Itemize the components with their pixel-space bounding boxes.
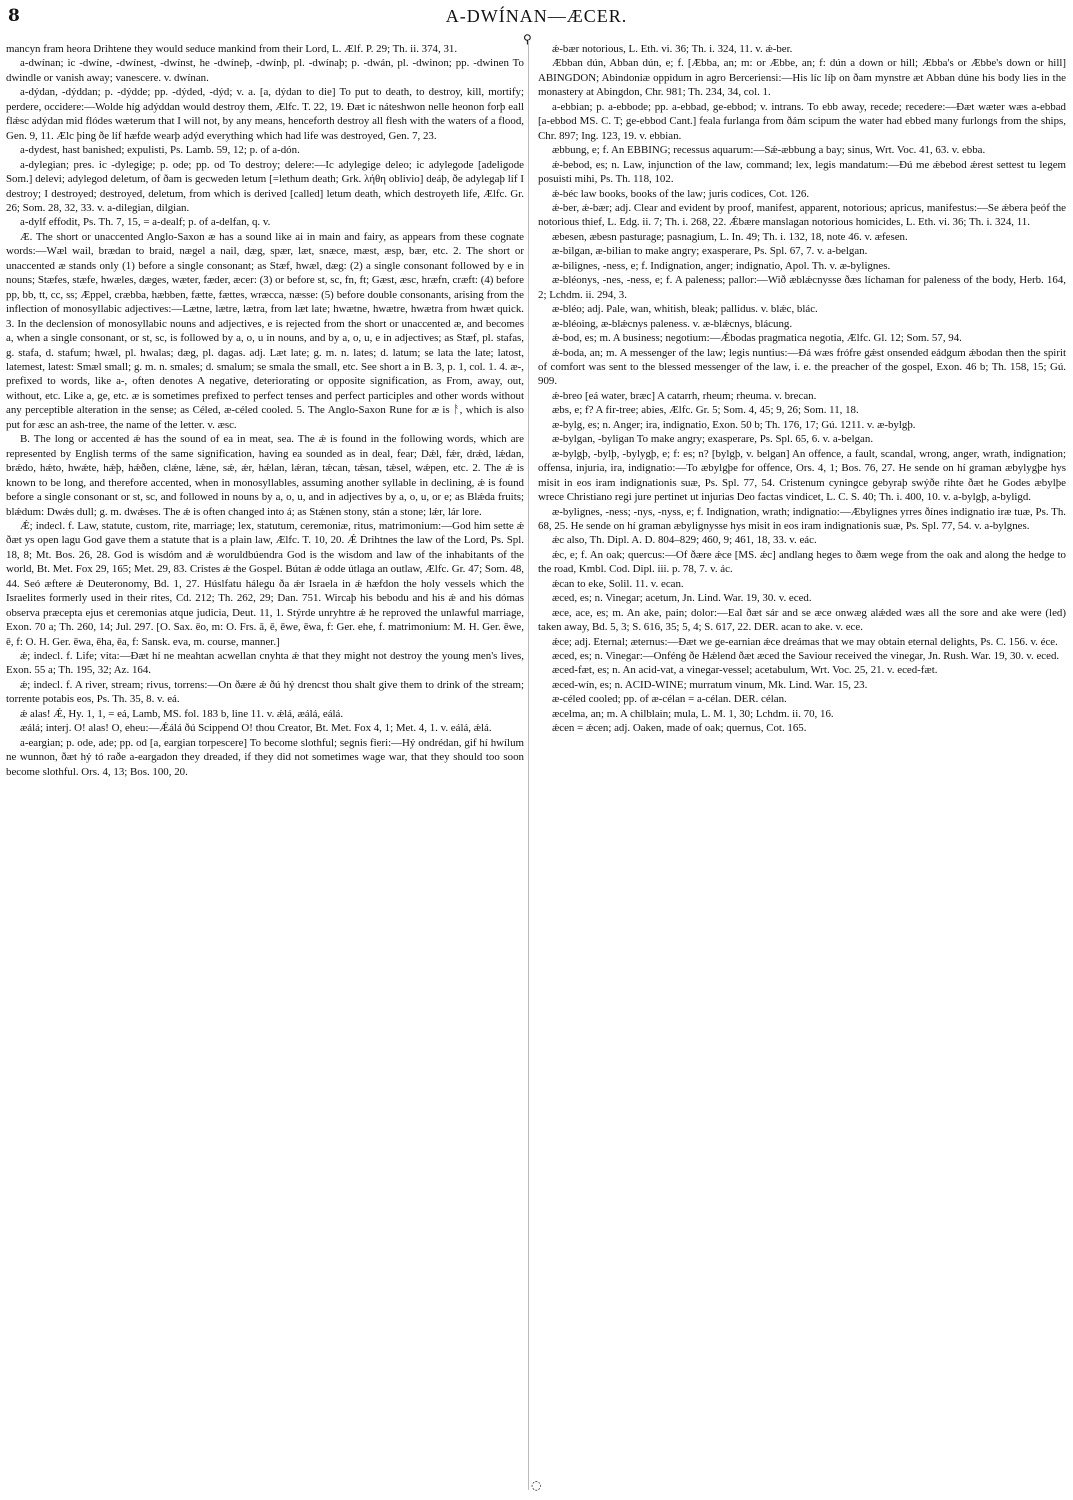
- dictionary-entry: æbs, e; f? A fir-tree; abies, Ælfc. Gr. 5; Som. 4, 45; 9, 26; Som. 11, 18.: [552, 404, 859, 417]
- dictionary-entry: ǽc, e; f. An oak; quercus:—Of ðære ǽce [MS. ǽc] andlang heges to ðæm wege from the oak and along the hedge to the road, Kmbl. Cod. Dipl. iii. p. 78, 7. v. ác.: [538, 548, 1066, 576]
- dictionary-entry: æcelma, an; m. A chilblain; mula, L. M. 1, 30; Lchdm. ii. 70, 16.: [552, 707, 834, 720]
- dictionary-entry: æced-wín, es; n. ACID-WINE; murratum vinum, Mk. Lind. War. 15, 23.: [552, 678, 868, 691]
- dictionary-entry: ǽ-breo [eá water, bræc] A catarrh, rheum; rheuma. v. brecan.: [552, 389, 817, 402]
- dictionary-entry: a-dydest, hast banished; expulisti, Ps. Lamb. 59, 12; p. of a-dón.: [20, 144, 300, 157]
- dictionary-entry: a-dylf effodit, Ps. Th. 7, 15, = a-dealf; p. of a-delfan, q. v.: [20, 216, 271, 229]
- page-header: [0, 4, 1073, 34]
- right-column: [538, 42, 1066, 1490]
- dictionary-entry: a-dylegian; pres. ic -dylegige; p. ode; pp. od To destroy; delere:—Ic adylegige deleo; ic adylegode [adeligode Som.] delevi; adylegod deletum, of ðam is gecweden letum [=lethum death; Grk. λήθη oblivio] deáþ, ðe adylegaþ líf I destroy; I destroyed; destroyed, deletum, from which is derived [called] letum death, which destroyeth life, Ælfc. Gr. 26; Som. 28, 32, 33. v. a-dilegian, dilgian.: [6, 158, 524, 214]
- dictionary-entry: a-ebbian; p. a-ebbode; pp. a-ebbad, ge-ebbod; v. intrans. To ebb away, recede; recedere:—Ðæt wæter wæs a-ebbad [a-ebbod MS. C. T; ge-ebbod Cant.] feala furlanga from ðám scipum the water had ebbed many furlongs from the ships, Chr. 897; Ing. 123, 19. v. ebbian.: [538, 100, 1066, 142]
- dictionary-entry: æ-bléo; adj. Pale, wan, whitish, bleak; pallidus. v. blǽc, blác.: [552, 303, 818, 316]
- dictionary-entry: æ-bléoing, æ-blǽcnys paleness. v. æ-blǽcnys, blácung.: [552, 317, 793, 330]
- dictionary-entry: mancyn fram heora Drihtene they would seduce mankind from their Lord, L. Ælf. P. 29; Th. ii. 374, 31.: [6, 43, 458, 55]
- dictionary-entry: ǽ-bod, es; m. A business; negotium:—Ǽbodas pragmatica negotia, Ælfc. Gl. 12; Som. 57, 94.: [552, 332, 962, 345]
- dictionary-entry: a-eargian; p. ode, ade; pp. od [a, eargian torpescere] To become slothful; segnis fieri:—Hý ondrédan, gif hí hwílum ne wunnon, ðæt hý tó raðe a-eargadon they dreaded, if they did not sometimes wage war, that they should too soon become slothful. Ors. 4, 13; Bos. 100, 20.: [6, 736, 524, 778]
- dictionary-entry: ǽ; indecl. f. Life; vita:—Ðæt hí ne meahtan acwellan cnyhta ǽ that they might not destroy the young men's lives, Exon. 55 a; Th. 195, 32; Az. 164.: [6, 650, 524, 677]
- dictionary-entry: a-dýdan, -dýddan; p. -dýdde; pp. -dýded, -dýd; v. a. [a, dýdan to die] To put to death, to destroy, kill, mortify; perdere, occidere:—Wolde híg adýddan would destroy them, Ælfc. T. 22, 19. Ðæt ic náteshwon nelle heonon forþ eall flǽsc adýdan mid flódes wæterum that I will not, by any means, henceforth destroy all flesh with the waters of a flood, Gen. 9, 11. Ælc þing ðe líf hæfde wearþ adýd everything which had life was destroyed, Gen. 7, 23.: [6, 86, 524, 142]
- dictionary-entry: æced, es; n. Vinegar:—Onféng ðe Hǽlend ðæt æced the Saviour received the vinegar, Jn. Rush. War. 19, 30. v. eced.: [552, 650, 1060, 663]
- dictionary-entry: ǽ-ber, ǽ-bær; adj. Clear and evident by proof, manifest, apparent, notorious; apricus, manifestus:—Se ǽbera þeóf the notorious thief, L. Edg. ii. 7; Th. i. 268, 22. Ǽbære manslagan notorious homicides, L. Eth. vi. 36; Th. i. 324, 11.: [538, 201, 1066, 229]
- dictionary-entry: ǽce; adj. Eternal; æternus:—Ðæt we ge-earnian ǽce dreámas that we may obtain eternal delights, Ps. C. 156. v. éce.: [552, 635, 1058, 648]
- dictionary-entry: ǽ-bær notorious, L. Eth. vi. 36; Th. i. 324, 11. v. ǽ-ber.: [552, 43, 793, 55]
- dictionary-entry: æ-céled cooled; pp. of æ-célan = a-célan. DER. célan.: [552, 693, 787, 706]
- dictionary-entry: Æ. The short or unaccented Anglo-Saxon æ has a sound like ai in main and fairy, as appears from these cognate words:—Wæl wail, brædan to braid, nægel a nail, dæg, spær, læt, snæce, mæst, æsp, bær, etc. 2. The short or unaccented æ stands only (1) before a single consonant; as Stæf, hwæl, dæg: (2) a single consonant followed by e in nouns; Stæfes, stæfe, hwæles, dæges, wæter, fæder, æcer: (3) or before st, sc, fn, ft; Gæst, æsc, hræfn, cræft: (4) before pp, bb, tt, cc, ss; Æppel, cræbba, hæbben, fætte, fættes, wræcca, næsse: (5) before double consonants, arising from the inflection of monosyllabic adjectives:—Lætne, lætre, lætra, from læt late; hwætne, hwætre, hwætra from hwæt quick. 3. In the declension of monosyllabic nouns and adjectives, e is rejected from the short or unaccented æ, and becomes a, when a single consonant, or st, sc, is followed by a, o, u in nouns, and by a, o, u, e in adjectives; as Stæf, pl. stafas, g. stafa, d. stafum; hwæl, pl. hwalas; dæg, pl. dagas. adj. Læt late; g. m. n. lates; d. latum; se lata the late; latost, latemest, latest: Smæl small; g. m. n. smales; d. smalum; se smala the small, etc. See short a in B. 3, p. 1, col. 1. 4. æ-, prefixed to words, like a-, often denotes A negative, deteriorating or opposite signification, as From, away, out, without, etc. Like a, ge, etc. æ is sometimes prefixed to perfect tenses and perfect participles and other words without any perceptible alteration in the sense; as Céled, æ-céled cooled. 5. The Anglo-Saxon Rune for æ is ᚨ, which is also put for æsc an ash-tree, the name of the letter. v. æsc.: [6, 230, 524, 431]
- dictionary-entry: æ-bilgan, æ-bilian to make angry; exasperare, Ps. Spl. 67, 7. v. a-belgan.: [552, 245, 868, 258]
- dictionary-entry: ǽ-béc law books, books of the law; juris codices, Cot. 126.: [552, 187, 810, 200]
- dictionary-entry: æálá; interj. O! alas! O, eheu:—Ǽálá ðú Scippend O! thou Creator, Bt. Met. Fox 4, 1; Met. 4, 1. v. eálá, ǽlá.: [20, 722, 492, 735]
- dictionary-entry: æbesen, æbesn pasturage; pasnagium, L. In. 49; Th. i. 132, 18, note 46. v. æfesen.: [552, 230, 908, 243]
- dictionary-entry: æ-bylignes, -ness; -nys, -nyss, e; f. Indignation, wrath; indignatio:—Æbylignes yrres ðínes indignatio iræ tuæ, Ps. Th. 68, 25. He sende on hí graman æbylignysse hys misit in eos iram indignationis suæ, Ps. Spl. 77, 54. v. a-bylgnes.: [538, 505, 1066, 532]
- dictionary-entry: æ-bylgþ, -bylþ, -bylygþ, e; f: es; n? [bylgþ, v. belgan] An offence, a fault, scandal, wrong, anger, wrath, indignation; offensa, injuria, ira, indignatio:—To æbylgþe for offence, Ors. 4, 1; Bos. 76, 27. He sende on hí graman æbylygþe hys misit in eos iram indignationis suæ, Ps. Spl. 77, 54. Cristenum cyningce gebyraþ swýðe rihte ðæt he Godes æbylþe wrece Christiano regi jure pertinet ut injurias Deo factas vindicet, L. C. S. 40; Th. i. 400, 10. v. a-bylgþ, a-byligd.: [538, 447, 1066, 504]
- dictionary-entry: ǽcan to eke, Solil. 11. v. ecan.: [552, 577, 684, 590]
- dictionary-entry: Æbban dún, Abban dún, e; f. [Æbba, an; m: or Æbbe, an; f: dún a down or hill; Æbba's or Æbbe's down or hill] ABINGDON; Abindoniæ oppidum in agro Berceriensi:—His líc líþ on ðam mynstre æt Abban dúne his body lies in the monastery at Abingdon, Chr. 981; Th. 234, 34, col. 1.: [538, 57, 1066, 99]
- dictionary-entry: æce, ace, es; m. An ake, pain; dolor:—Eal ðæt sár and se æce onwæg alǽded wæs all the sore and ake were (led) taken away, Bd. 5, 3; S. 616, 35; 5, 4; S. 617, 22. DER. acan to ake. v. ece.: [538, 606, 1066, 634]
- dictionary-entry: æ-bilignes, -ness, e; f. Indignation, anger; indignatio, Apol. Th. v. æ-bylignes.: [552, 259, 891, 272]
- dictionary-entry: æced-fæt, es; n. An acid-vat, a vinegar-vessel; acetabulum, Wrt. Voc. 25, 21. v. eced-fæt.: [552, 664, 938, 677]
- page-number: 8: [8, 6, 20, 26]
- dictionary-entry: ǽcen = ǽcen; adj. Oaken, made of oak; quernus, Cot. 165.: [552, 722, 807, 735]
- dictionary-entry: ǽ alas! Ǽ, Hy. 1, 1, = eá, Lamb, MS. fol. 183 b, line 11. v. ǽlá, æálá, eálá.: [20, 707, 344, 720]
- dictionary-entry: a-dwínan; ic -dwíne, -dwínest, -dwínst, he -dwíneþ, -dwínþ, pl. -dwínaþ; p. -dwán, pl. -dwinon; pp. -dwinen To dwindle or vanish away; vanescere. v. dwínan.: [6, 57, 524, 84]
- dictionary-entry: æced, es; n. Vinegar; acetum, Jn. Lind. War. 19, 30. v. eced.: [552, 592, 812, 605]
- running-head: A-DWÍNAN—ÆCER.: [445, 6, 628, 26]
- dictionary-entry: æ-bylgan, -byligan To make angry; exasperare, Ps. Spl. 65, 6. v. a-belgan.: [552, 433, 874, 446]
- binding-mark-bottom-icon: ◌: [531, 1478, 542, 1492]
- dictionary-entry: æ-bléonys, -nes, -ness, e; f. A paleness; pallor:—Wið æblǽcnysse ðæs líchaman for paleness of the body, Herb. 164, 2; Lchdm. ii. 294, 3.: [538, 274, 1066, 301]
- column-divider: [528, 40, 529, 1490]
- left-column: [6, 42, 524, 1490]
- binding-mark-icon: ⚲: [523, 32, 532, 46]
- dictionary-entry: ǽc also, Th. Dipl. A. D. 804–829; 460, 9; 461, 18, 33. v. eác.: [552, 534, 817, 547]
- dictionary-entry: Ǽ; indecl. f. Law, statute, custom, rite, marriage; lex, statutum, ceremoniæ, ritus, matrimonium:—God him sette ǽ ðæt ys open lagu God gave them a statute that is a plain law, Ælfc. T. 10, 20. Ǽ Drihtnes the law of the Lord, Ps. Spl. 18, 8; Mt. Bos. 26, 28. God is wísdóm and ǽ woruldbúendra God is the wisdom and law of the inhabitants of the world, Bt. Met. Fox 29, 165; Met. 29, 83. Cristes ǽ the Gospel. Bútan ǽ odde útlaga an outlaw, Ælfc. Gr. 47; Som. 48, 44. Seó æftere ǽ Deuteronomy, Bd. 1, 27. Húslfatu hálegu ða ǽr Israela in ǽ hæfdon the holy vessels which the Israelites formerly used in their rites, Cd. 212; Th. 262, 29; Dan. 751. Wircaþ his bebodu and his ǽ and his dómas observa præcepta ejus et ceremonias atque judicia, Deut. 11, 1. Stýrde unryhtre ǽ he reproved the unlawful marriage, Exon. 70 a; Th. 260, 14; Jul. 297. [O. Sax. ēo, m: O. Frs. ā, ē, ēwe, ēwa, f: Ger. ehe, f. matrimonium: M. H. Ger. ēwe, ē, f: O. H. Ger. ēwa, ēha, ēa, f: Sansk. eva, m. course, manner.]: [6, 519, 524, 648]
- dictionary-entry: ǽ; indecl. f. A river, stream; rivus, torrens:—On ðære ǽ ðú hý drencst thou shalt give them to drink of the stream; torrente potabis eos, Ps. Th. 35, 8. v. eá.: [6, 678, 524, 706]
- dictionary-entry: ǽ-boda, an; m. A messenger of the law; legis nuntius:—Ðá wæs frófre gǽst onsended eádgum ǽbodan then the spirit of comfort was sent to the blessed messenger of the law, i. e. the preacher of the gospel, Exon. 46 b; Th. 158, 15; Gú. 909.: [538, 346, 1066, 388]
- dictionary-entry: B. The long or accented ǽ has the sound of ea in meat, sea. The ǽ is found in the following words, which are represented by English terms of the same signification, having ea sounded as in deal, fear; Dǽl, fǽr, drǽd, lǽdan, brǽdo, hǽto, hwǽte, hǽþ, hǽðen, clǽne, lǽne, sǽ, ǽr, hǽlan, lǽran, tǽcan, tǽsan, tǽsel, wǽpen, etc. 2. The ǽ is known to be long, and therefore accented, when in monosyllables, assuming another syllable in declining, ǽ is found before a single consonant or st, sc, and followed in nouns by a, o, u, and in adjectives by a, o, u, or e; as Blǽda fruits; blǽdum: Dwǽs dull; g. m. dwǽses. The ǽ is often changed into á; as Stǽnen stony, stán a stone; lǽr, lár lore.: [6, 433, 524, 518]
- dictionary-entry: æ-bylg, es; n. Anger; ira, indignatio, Exon. 50 b; Th. 176, 17; Gú. 1211. v. æ-bylgþ.: [552, 418, 916, 431]
- dictionary-entry: æbbung, e; f. An EBBING; recessus aquarum:—Sǽ-æbbung a bay; sinus, Wrt. Voc. 41, 63. v. ebba.: [552, 144, 986, 157]
- dictionary-entry: ǽ-bebod, es; n. Law, injunction of the law, command; lex, legis mandatum:—Ðú me ǽbebod ǽrest settest tu legem posuisti mihi, Ps. Th. 118, 102.: [538, 158, 1066, 186]
